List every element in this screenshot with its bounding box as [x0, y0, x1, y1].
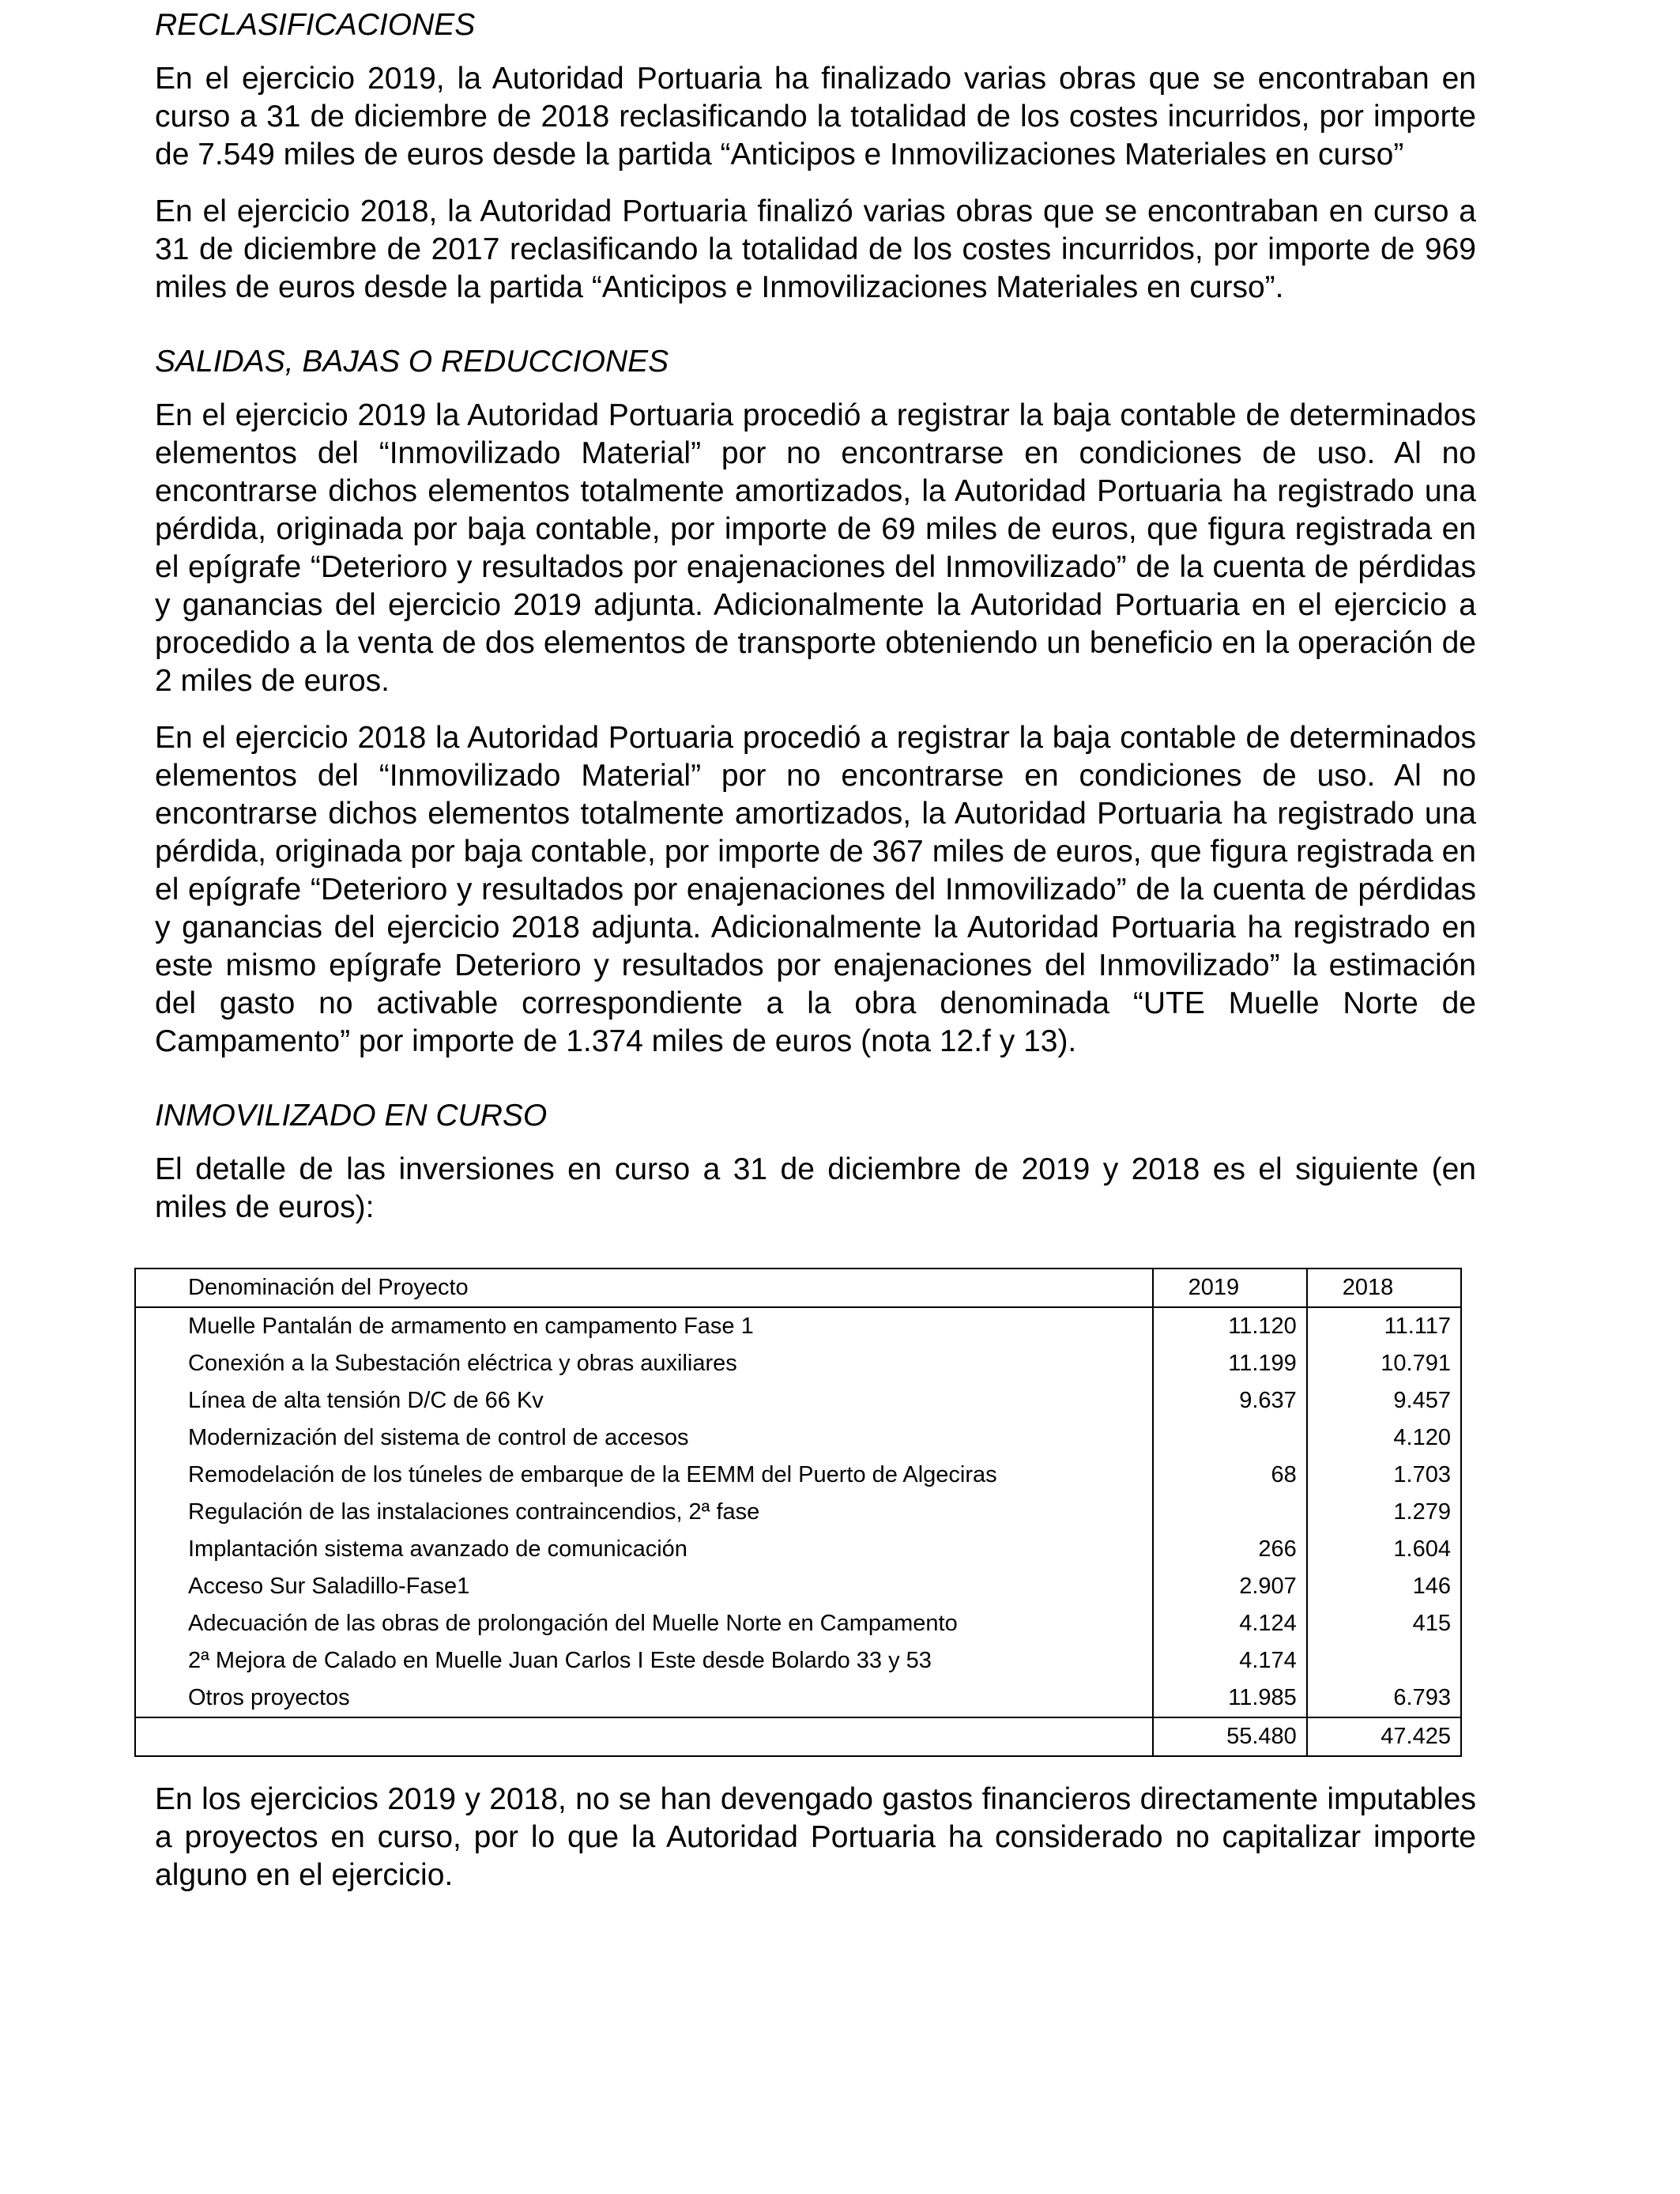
header-project: Denominación del Proyecto [135, 1269, 1153, 1307]
table-row [135, 1642, 1461, 1679]
cell-2018: 146 [1307, 1568, 1461, 1605]
cell-2018: 4.120 [1307, 1419, 1461, 1457]
cell-2019: 4.174 [1153, 1642, 1307, 1679]
paragraph-inmovilizado-intro: El detalle de las inversiones en curso a 31 de diciembre de 2019 y 2018 es el siguiente (en miles de euros): [155, 1152, 1476, 1224]
cell-2019: 68 [1153, 1457, 1307, 1494]
paragraph-salidas-2018: En el ejercicio 2018 la Autoridad Portuaria procedió a registrar la baja contable de determinados elementos del “Inmovilizado Material” por no encontrarse en condiciones de uso. Al no encontrarse dichos elementos totalmente amortizados, la Autoridad Portuaria ha registrado una pérdida, originada por baja contable, por importe de 367 miles de euros, que figura registrada en el epígrafe “Deterioro y resultados por enajenaciones del Inmovilizado” de la cuenta de pérdidas y ganancias del ejercicio 2018 adjunta. Adicionalmente la Autoridad Portuaria ha registrado en este mismo epígrafe Deterioro y resultados por enajenaciones del Inmovilizado” la estimación del gasto no activable correspondiente a la obra denominada “UTE Muelle Norte de Campamento” por importe de 1.374 miles de euros (nota 12.f y 13). [155, 721, 1476, 1058]
table-row [135, 1345, 1461, 1382]
cell-project: Línea de alta tensión D/C de 66 Kv [188, 1388, 544, 1413]
cell-2019: 11.120 [1153, 1307, 1307, 1345]
document-page [155, 6, 1476, 1894]
cell-2018: 11.117 [1307, 1307, 1461, 1345]
cell-2019 [1153, 1419, 1307, 1457]
cell-2018: 1.703 [1307, 1457, 1461, 1494]
total-2019: 55.480 [1153, 1717, 1307, 1756]
cell-2019: 2.907 [1153, 1568, 1307, 1605]
cell-2018: 6.793 [1307, 1679, 1461, 1717]
cell-2018: 1.279 [1307, 1494, 1461, 1531]
paragraph-closing: En los ejercicios 2019 y 2018, no se han devengado gastos financieros directamente imputables a proyectos en curso, por lo que la Autoridad Portuaria ha considerado no capitalizar importe alguno en el ejercicio. [155, 1782, 1476, 1892]
heading-reclasificaciones: RECLASIFICACIONES [155, 8, 476, 42]
cell-2018: 10.791 [1307, 1345, 1461, 1382]
cell-2018: 415 [1307, 1605, 1461, 1642]
cell-project: Regulación de las instalaciones contraincendios, 2ª fase [188, 1499, 760, 1525]
cell-project: Adecuación de las obras de prolongación del Muelle Norte en Campamento [188, 1611, 958, 1636]
header-2018: 2018 [1307, 1269, 1461, 1307]
cell-project: Modernización del sistema de control de accesos [188, 1425, 689, 1450]
paragraph-reclasificaciones-2018: En el ejercicio 2018, la Autoridad Portuaria finalizó varias obras que se encontraban en curso a 31 de diciembre de 2017 reclasificando la totalidad de los costes incurridos, por importe de 969 miles de euros desde la partida “Anticipos e Inmovilizaciones Materiales en curso”. [155, 194, 1476, 304]
paragraph-reclasificaciones-2019: En el ejercicio 2019, la Autoridad Portuaria ha finalizado varias obras que se encontraban en curso a 31 de diciembre de 2018 reclasificando la totalidad de los costes incurridos, por importe de 7.549 miles de euros desde la partida “Anticipos e Inmovilizaciones Materiales en curso” [155, 62, 1476, 172]
table-row [135, 1568, 1461, 1605]
cell-2019 [1153, 1494, 1307, 1531]
cell-project: Conexión a la Subestación eléctrica y obras auxiliares [188, 1351, 737, 1376]
cell-2018: 9.457 [1307, 1382, 1461, 1419]
table-row [135, 1307, 1461, 1345]
heading-salidas: SALIDAS, BAJAS O REDUCCIONES [155, 345, 669, 379]
total-2018: 47.425 [1307, 1717, 1461, 1756]
table-total-row [135, 1717, 1461, 1756]
table-row [135, 1605, 1461, 1642]
cell-project: Remodelación de los túneles de embarque de la EEMM del Puerto de Algeciras [188, 1462, 997, 1487]
cell-2019: 4.124 [1153, 1605, 1307, 1642]
cell-2019: 11.199 [1153, 1345, 1307, 1382]
cell-project: 2ª Mejora de Calado en Muelle Juan Carlos I Este desde Bolardo 33 y 53 [188, 1648, 932, 1673]
header-2019: 2019 [1153, 1269, 1307, 1307]
total-label [135, 1717, 1153, 1756]
cell-project: Otros proyectos [188, 1685, 350, 1710]
investments-table [134, 1268, 1462, 1757]
table-row [135, 1494, 1461, 1531]
heading-inmovilizado: INMOVILIZADO EN CURSO [155, 1099, 548, 1133]
cell-2018 [1307, 1642, 1461, 1679]
cell-project: Muelle Pantalán de armamento en campamento Fase 1 [188, 1314, 754, 1339]
cell-2018: 1.604 [1307, 1531, 1461, 1568]
table-row [135, 1531, 1461, 1568]
table-row [135, 1679, 1461, 1717]
table-header-row [135, 1269, 1461, 1307]
table-row [135, 1382, 1461, 1419]
table-container [134, 1268, 1462, 1757]
paragraph-salidas-2019: En el ejercicio 2019 la Autoridad Portuaria procedió a registrar la baja contable de determinados elementos del “Inmovilizado Material” por no encontrarse en condiciones de uso. Al no encontrarse dichos elementos totalmente amortizados, la Autoridad Portuaria ha registrado una pérdida, originada por baja contable, por importe de 69 miles de euros, que figura registrada en el epígrafe “Deterioro y resultados por enajenaciones del Inmovilizado” de la cuenta de pérdidas y ganancias del ejercicio 2019 adjunta. Adicionalmente la Autoridad Portuaria en el ejercicio a procedido a la venta de dos elementos de transporte obteniendo un beneficio en la operación de 2 miles de euros. [155, 398, 1476, 698]
cell-project: Acceso Sur Saladillo-Fase1 [188, 1574, 470, 1599]
table-row [135, 1457, 1461, 1494]
cell-2019: 266 [1153, 1531, 1307, 1568]
cell-project: Implantación sistema avanzado de comunicación [188, 1536, 687, 1562]
cell-2019: 9.637 [1153, 1382, 1307, 1419]
table-row [135, 1419, 1461, 1457]
cell-2019: 11.985 [1153, 1679, 1307, 1717]
